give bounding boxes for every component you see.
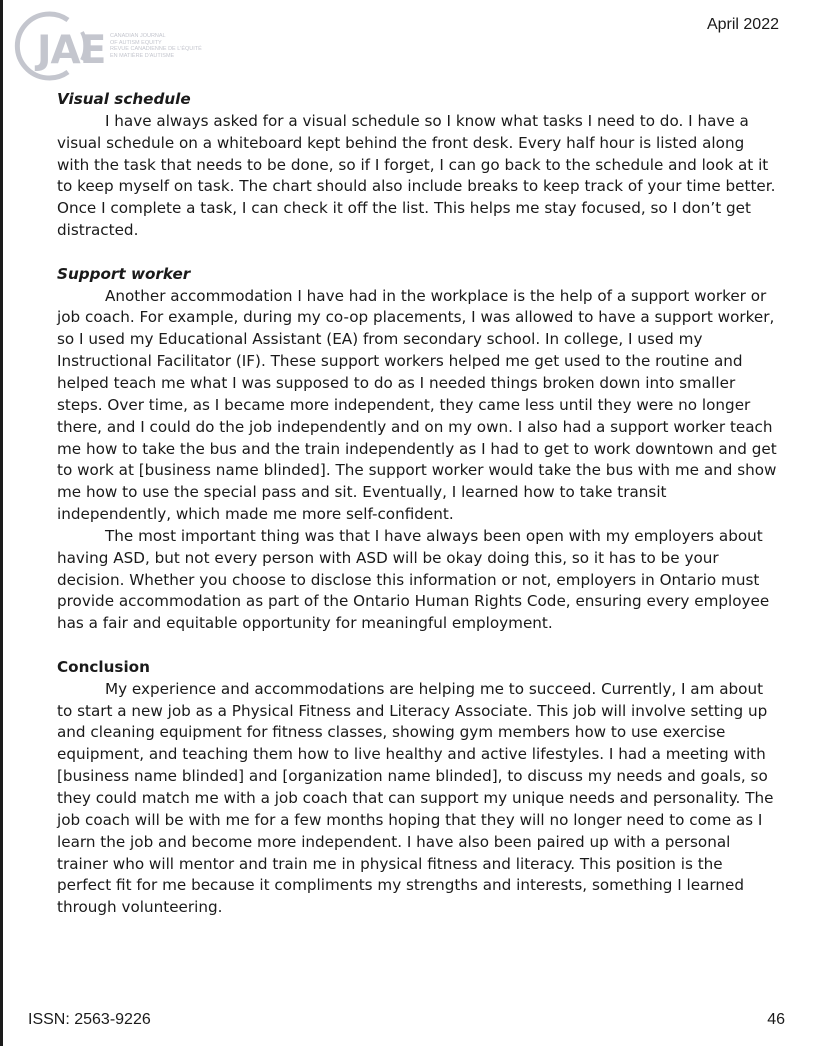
paragraph: My experience and accommodations are helping me to succeed. Currently, I am about to start a new job as a Physical Fitness and Literacy Associate. This job will involve setting up and cleaning equipment for fitness classes, showing gym members how to use exercise equipment, and teaching them how to live healthy and active lifestyles. I had a meeting with [business name blinded] and [organization name blinded], to discuss my needs and goals, so they could match me with a job coach that can support my unique needs and personality. The job coach will be with me for a few months hoping that they will no longer need to come as I learn the job and become more independent. I have also been paired up with a personal trainer who will mentor and train me in physical fitness and literacy. This position is the perfect fit for me because it compliments my strengths and interests, something I learned through volunteering.	[57, 679, 774, 917]
logo-text: JAE	[37, 28, 106, 73]
article-body	[57, 89, 777, 919]
section-support-worker	[57, 264, 777, 635]
page-number: 46	[767, 1011, 785, 1028]
section-heading: Support worker	[57, 264, 191, 283]
journal-logo	[10, 8, 200, 84]
paragraph: Another accommodation I have had in the workplace is the help of a support worker or job coach. For example, during my co-op placements, I was allowed to have a support worker, so I used my Educational Assistant (EA) from secondary school. In college, I used my Instructional Facilitator (IF). These support workers helped me get used to the routine and helped teach me what I was supposed to do as I needed things broken down into smaller steps. Over time, as I became more independent, they came less until they were no longer there, and I could do the job independently and on my own. I also had a support worker teach me how to take the bus and the train independently as I had to get to work downtown and get to work at [business name blinded]. The support worker would take the bus with me and show me how to use the special pass and sit. Eventually, I learned how to take transit independently, which made me more self-confident.	[57, 286, 777, 524]
left-page-border	[0, 0, 3, 1046]
issn-label: ISSN: 2563-9226	[28, 1011, 151, 1028]
paragraph: I have always asked for a visual schedule so I know what tasks I need to do. I have a visual schedule on a whiteboard kept behind the front desk. Every half hour is listed along with the task that needs to be done, so if I forget, I can go back to the schedule and look at it to keep myself on task. The chart should also include breaks to keep track of your time better. Once I complete a task, I can check it off the list. This helps me stay focused, so I don’t get distracted.	[57, 111, 776, 240]
section-heading: Visual schedule	[57, 90, 191, 108]
logo-subtitle: CANADIAN JOURNAL OF AUTISM EQUITY REVUE CANADIENNE DE L'ÉQUITÉ EN MATIÈRE D'AUTISME	[110, 33, 202, 59]
issue-date: April 2022	[706, 16, 779, 33]
section-conclusion	[57, 657, 777, 919]
section-heading: Conclusion	[57, 657, 150, 676]
section-visual-schedule	[57, 89, 777, 242]
paragraph: The most important thing was that I have always been open with my employers about having ASD, but not every person with ASD will be okay doing this, so it has to be your decision. Whether you choose to disclose this information or not, employers in Ontario must provide accommodation as part of the Ontario Human Rights Code, ensuring every employee has a fair and equitable opportunity for meaningful employment.	[57, 526, 770, 633]
